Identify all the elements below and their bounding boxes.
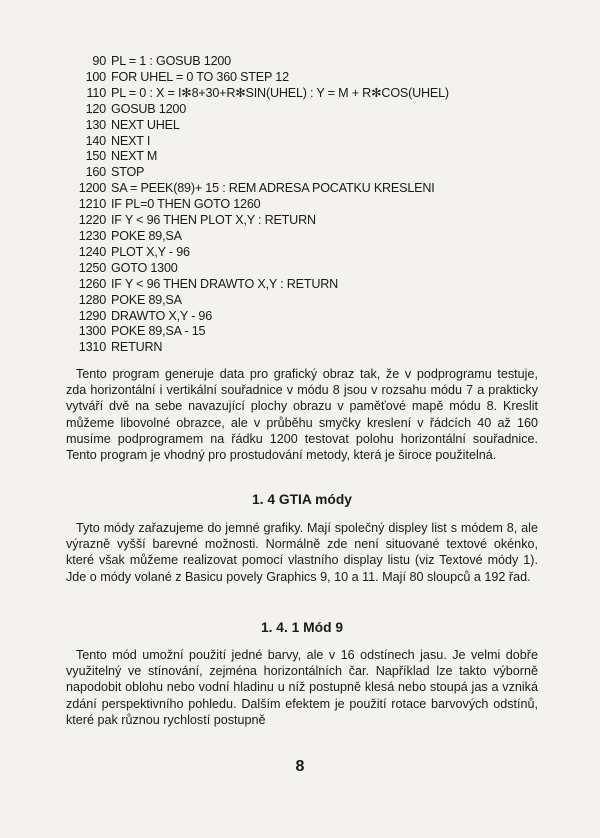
code-line bbox=[62, 245, 562, 261]
line-number: 1280 bbox=[78, 292, 106, 307]
line-number: 1220 bbox=[78, 213, 106, 228]
line-number: 90 bbox=[92, 54, 106, 68]
paragraph-program-description: Tento program generuje data pro grafický obraz tak, že v podprogramu testuje, zda horizontální i vertikální souřadnice v módu 8 jsou v rozsahu módu 7 a prakticky vytváří dvě na sebe navazující plochy obrazu v paměťové mapě módu 8. Kreslit můžeme libovolné obrazce, ale v průběhu smyčky kreslení v řádcích 40 až 160 musíme podprogramem na řádku 1200 testovat polohu horizontální souřadnice. Tento program je vhodný pro prostudování metody, která je široce použitelná. bbox=[66, 367, 538, 463]
code-statement: IF PL=0 THEN GOTO 1260 bbox=[111, 197, 261, 212]
code-statement: NEXT M bbox=[111, 149, 158, 164]
code-line bbox=[62, 229, 562, 245]
code-line bbox=[62, 165, 562, 181]
subsection-heading-mode-9: 1. 4. 1 Mód 9 bbox=[260, 620, 344, 635]
code-line bbox=[62, 70, 562, 86]
line-number: 1240 bbox=[78, 244, 106, 259]
code-line bbox=[62, 197, 562, 213]
code-line bbox=[62, 324, 562, 340]
code-line bbox=[62, 86, 562, 102]
code-statement: NEXT UHEL bbox=[111, 117, 180, 132]
code-line bbox=[62, 181, 562, 197]
code-line bbox=[62, 277, 562, 293]
code-listing bbox=[62, 54, 562, 356]
line-number: 1200 bbox=[78, 181, 106, 196]
code-statement: POKE 89,SA - 15 bbox=[111, 324, 206, 339]
line-number: 1290 bbox=[78, 308, 106, 323]
code-statement: GOSUB 1200 bbox=[111, 101, 187, 116]
code-line bbox=[62, 118, 562, 134]
code-line bbox=[62, 261, 562, 277]
code-statement: STOP bbox=[111, 165, 145, 180]
code-statement: POKE 89,SA bbox=[111, 228, 182, 243]
code-statement: IF Y < 96 THEN PLOT X,Y : RETURN bbox=[111, 213, 316, 228]
line-number: 1300 bbox=[78, 324, 106, 339]
line-number: 1260 bbox=[78, 276, 106, 291]
code-statement: RETURN bbox=[111, 340, 163, 355]
code-line bbox=[62, 293, 562, 309]
line-number: 110 bbox=[86, 85, 106, 100]
code-statement: GOTO 1300 bbox=[111, 260, 178, 275]
line-number: 100 bbox=[85, 69, 106, 84]
code-statement: POKE 89,SA bbox=[111, 292, 182, 307]
code-statement: PL = 1 : GOSUB 1200 bbox=[111, 54, 231, 68]
paragraph-mode-9: Tento mód umožní použití jedné barvy, ale v 16 odstínech jasu. Je velmi dobře využitelný ve stínování, zejména horizontálních čar. Například lze takto výborně napodobit oblohu nebo vodní hladinu u níž postupně klesá nebo stoupá jas a vzniká zdání perspektivního pohledu. Dalším efektem je použití rotace barvových odstínů, které pak různou rychlostí postupně bbox=[66, 648, 538, 727]
line-number: 130 bbox=[85, 117, 106, 132]
line-number: 1250 bbox=[78, 260, 106, 275]
code-statement: PL = 0 : X = I✻8+30+R✻SIN(UHEL) : Y = M + R✻COS(UHEL) bbox=[111, 85, 449, 100]
line-number: 1230 bbox=[78, 228, 106, 243]
paragraph-gtia-modes: Tyto módy zařazujeme do jemné grafiky. Mají společný displey list s módem 8, ale výrazně vyšší barevné možnosti. Normálně zde není situované textové okénko, které však můžeme realizovat pomocí vlastního display listu (viz Textové módy 1). Jde o módy volané z Basicu povely Graphics 9, 10 a 11. Mají 80 sloupců a 192 řad. bbox=[66, 521, 538, 584]
code-line bbox=[62, 340, 562, 356]
code-line bbox=[62, 54, 562, 70]
code-line bbox=[62, 102, 562, 118]
code-statement: NEXT I bbox=[111, 133, 151, 148]
line-number: 1310 bbox=[78, 340, 106, 355]
section-heading-gtia-modes: 1. 4 GTIA módy bbox=[252, 492, 352, 507]
code-line bbox=[62, 149, 562, 165]
code-statement: IF Y < 96 THEN DRAWTO X,Y : RETURN bbox=[111, 276, 339, 291]
code-statement: SA = PEEK(89)+ 15 : REM ADRESA POCATKU KRESLENI bbox=[111, 181, 435, 196]
code-line bbox=[62, 309, 562, 325]
code-line bbox=[62, 134, 562, 150]
code-statement: DRAWTO X,Y - 96 bbox=[111, 308, 213, 323]
line-number: 1210 bbox=[78, 197, 106, 212]
code-line bbox=[62, 213, 562, 229]
line-number: 150 bbox=[85, 149, 106, 164]
line-number: 160 bbox=[85, 165, 106, 180]
line-number: 120 bbox=[85, 101, 106, 116]
line-number: 140 bbox=[85, 133, 106, 148]
code-statement: FOR UHEL = 0 TO 360 STEP 12 bbox=[111, 69, 289, 84]
code-statement: PLOT X,Y - 96 bbox=[111, 244, 190, 259]
page-number: 8 bbox=[295, 758, 305, 775]
